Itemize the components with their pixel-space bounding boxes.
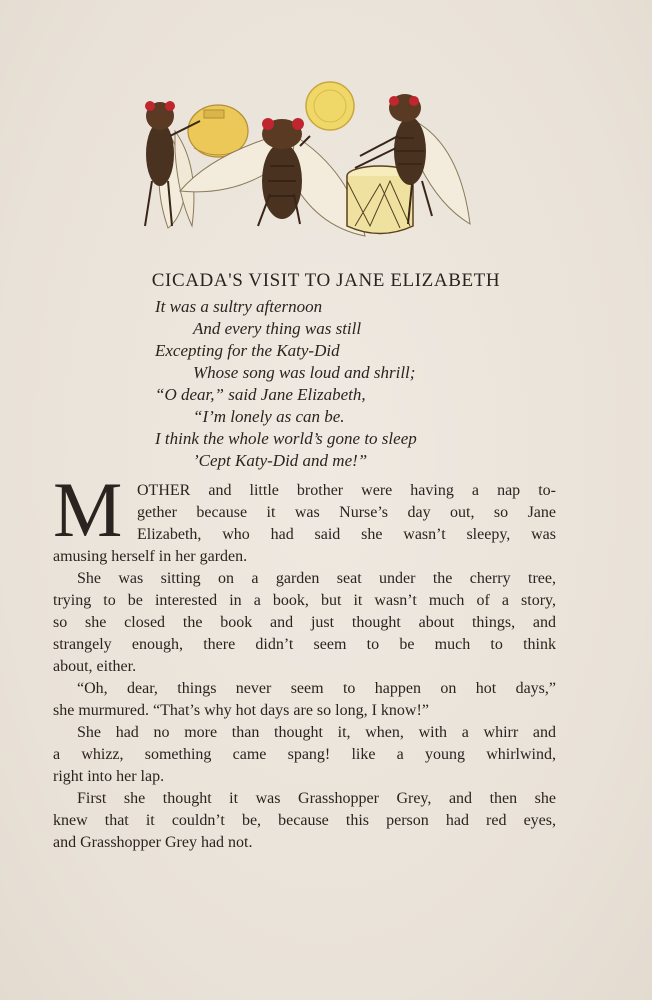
cicada-band-illustration — [130, 76, 480, 246]
poem-line: Excepting for the Katy-Did — [155, 341, 340, 360]
poem-line: ’Cept Katy-Did and me!” — [193, 451, 368, 470]
poem-line: And every thing was still — [193, 319, 362, 338]
body-line: Elizabeth, who had said she wasn’t sleepy, was — [137, 526, 556, 543]
body-line: she murmured. “That’s why hot days are so long, I know!” — [53, 702, 429, 719]
body-line: so she closed the book and just thought about things, and — [53, 614, 556, 631]
poem-line: “O dear,” said Jane Elizabeth, — [155, 385, 366, 404]
body-line: She was sitting on a garden seat under the cherry tree, — [77, 570, 556, 587]
drop-cap: M — [53, 466, 123, 553]
body-line: strangely enough, there didn’t seem to be much to think — [53, 636, 556, 653]
body-line: a whizz, something came spang! like a young whirlwind, — [53, 746, 556, 763]
body-line: about, either. — [53, 658, 137, 675]
poem-line: It was a sultry afternoon — [155, 297, 323, 316]
body-line: knew that it couldn’t be, because this person had red eyes, — [53, 812, 556, 829]
cymbal-illustration — [306, 82, 354, 130]
body-line: amusing herself in her garden. — [53, 548, 248, 565]
poem-line: Whose song was loud and shrill; — [193, 363, 416, 382]
body-line: right into her lap. — [53, 768, 165, 785]
poem-line: I think the whole world’s gone to sleep — [155, 429, 417, 448]
story-title: CICADA'S VISIT TO JANE ELIZABETH — [151, 270, 501, 291]
poem-line: “I’m lonely as can be. — [193, 407, 345, 426]
body-line: “Oh, dear, things never seem to happen on hot days,” — [77, 680, 556, 697]
body-line: and Grasshopper Grey had not. — [53, 834, 253, 851]
body-line: trying to be interested in a book, but it wasn’t much of a story, — [53, 592, 556, 609]
body-line: She had no more than thought it, when, with a whirr and — [77, 724, 556, 741]
body-line: gether because it was Nurse’s day out, so Jane — [137, 504, 556, 521]
body-line: First she thought it was Grasshopper Grey, and then she — [77, 790, 556, 807]
body-line: OTHER and little brother were having a nap to- — [137, 482, 556, 499]
